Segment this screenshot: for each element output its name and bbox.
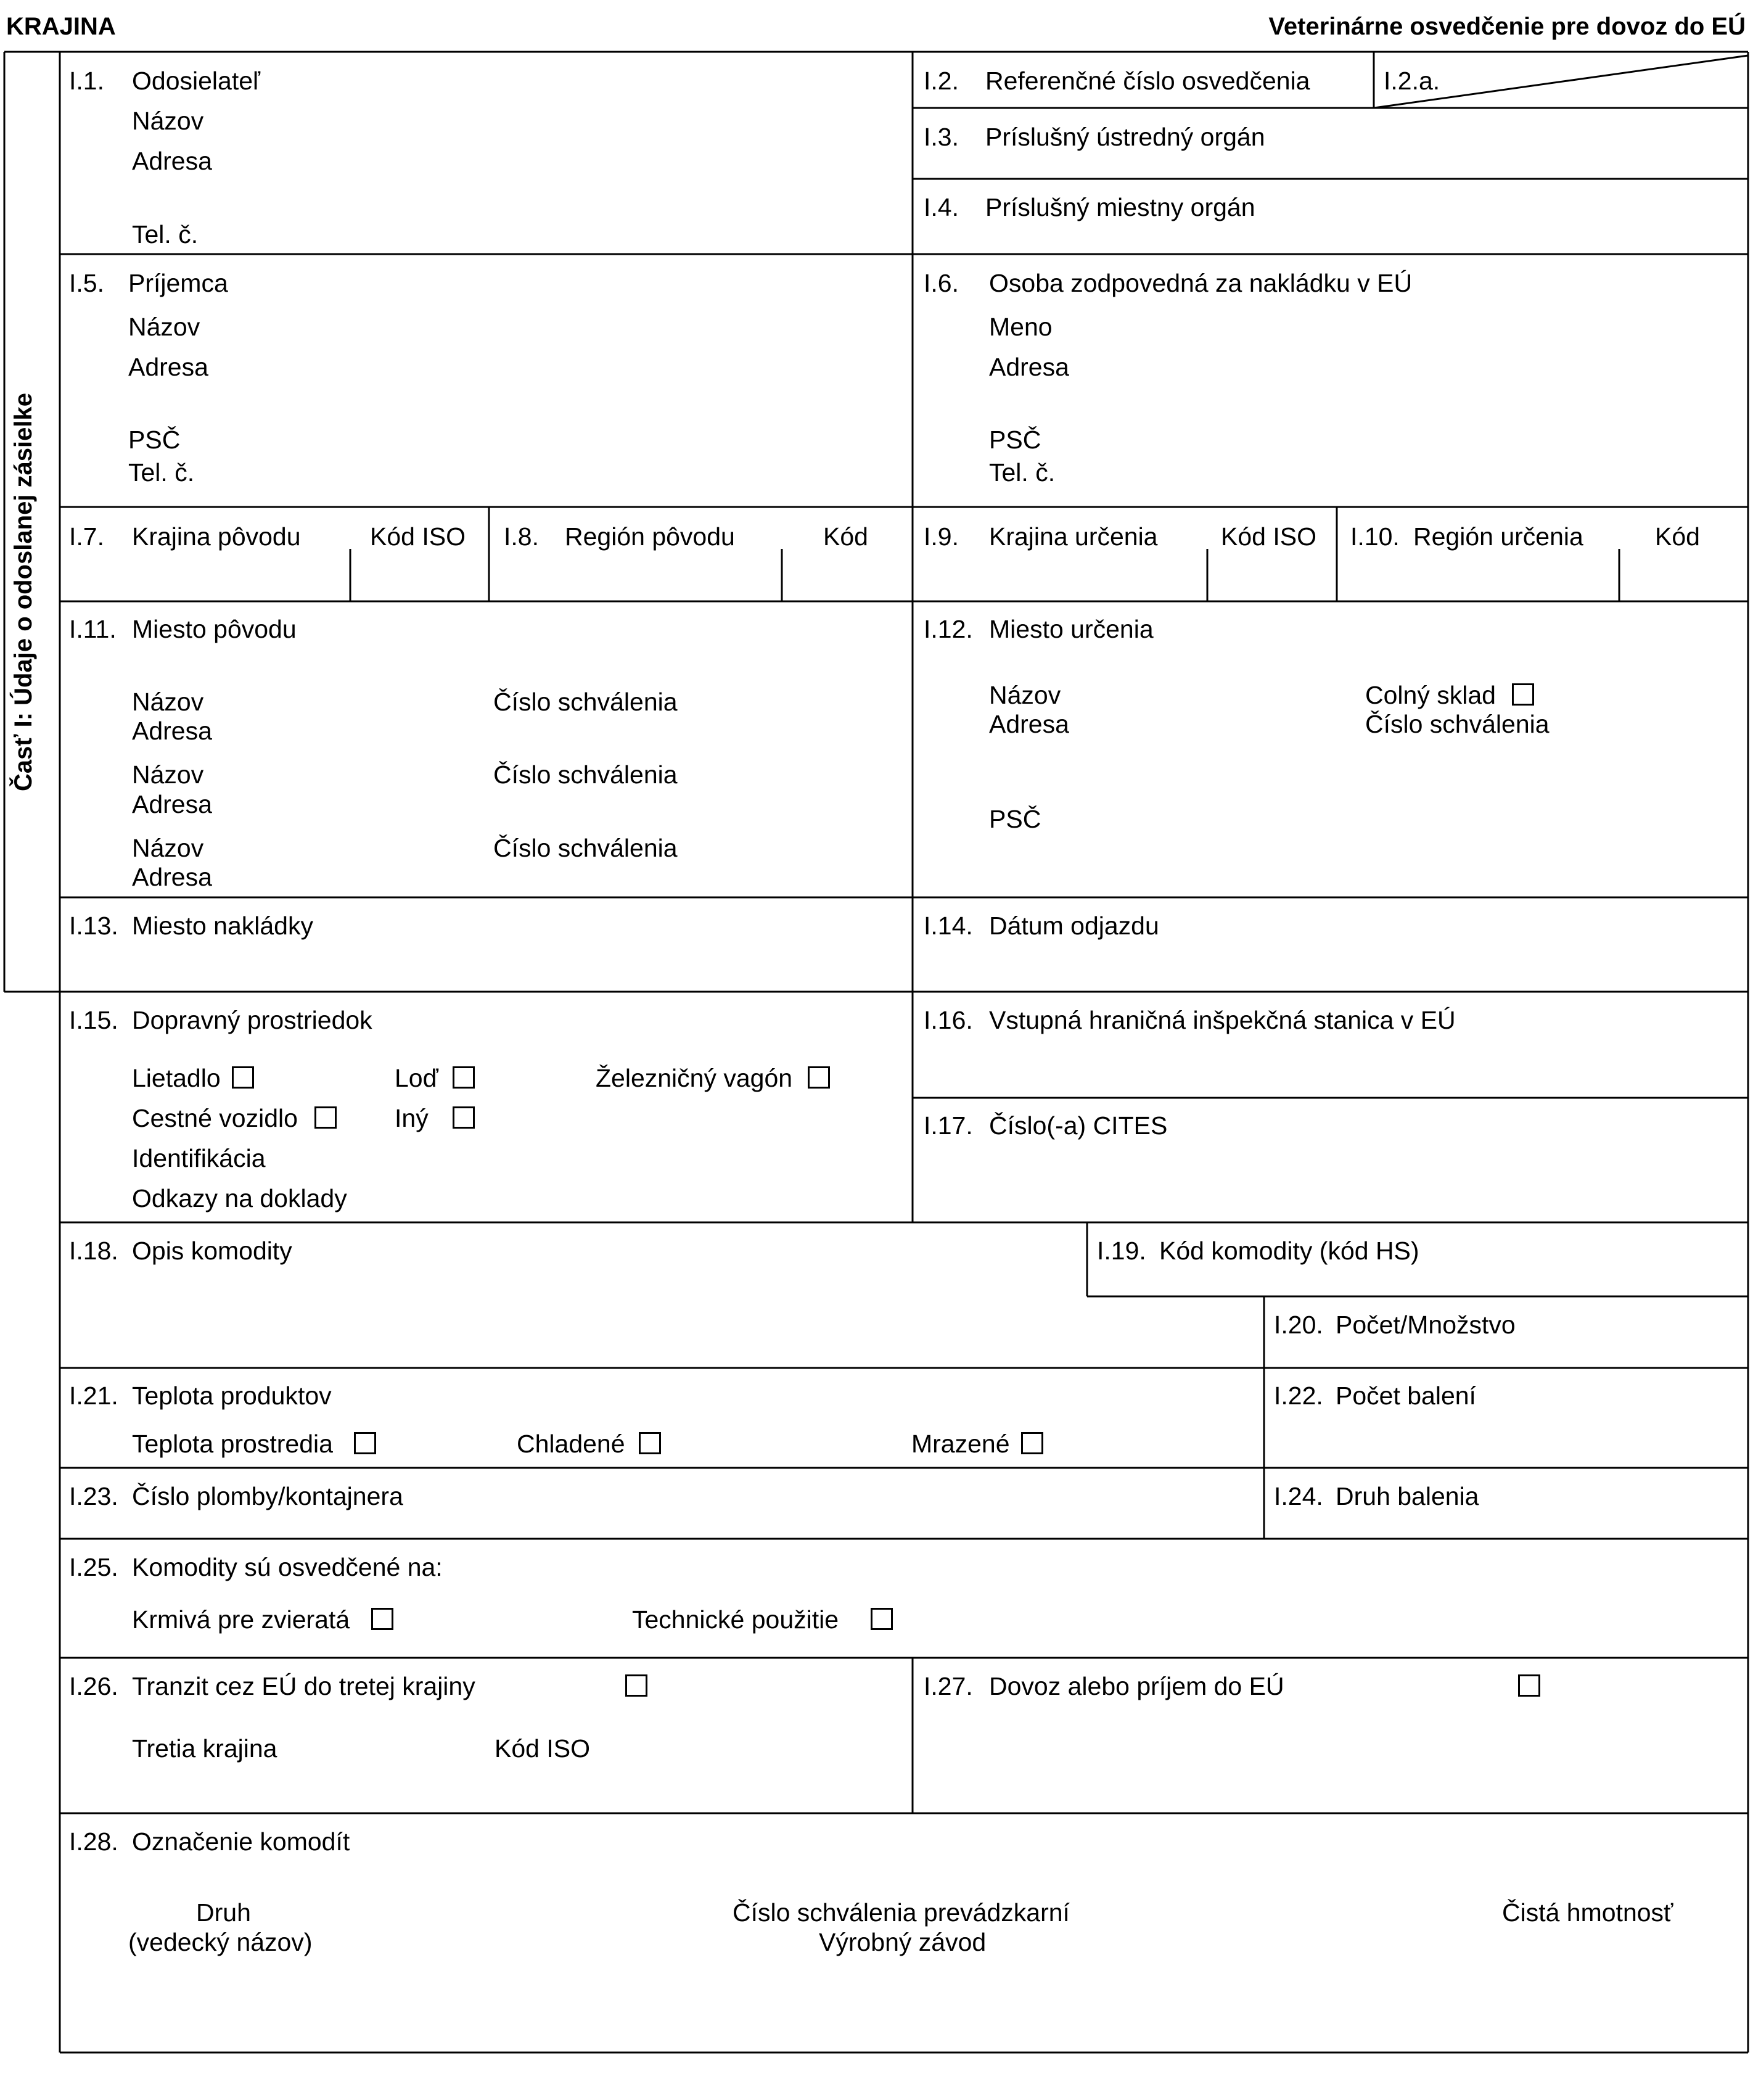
origin-country-label: Krajina pôvodu (132, 522, 301, 551)
field-number: I.5. (69, 269, 104, 297)
consignor-label: Odosielateľ (132, 67, 260, 95)
frozen-label: Mrazené (911, 1430, 1010, 1458)
consignee-tel-label: Tel. č. (128, 458, 195, 487)
field-number: I.12. (924, 615, 973, 643)
consignee-postcode-label: PSČ (128, 426, 181, 454)
field-number: I.21. (69, 1381, 118, 1410)
departure-date-label: Dátum odjazdu (989, 912, 1159, 940)
field-number: I.26. (69, 1672, 118, 1700)
field-number: I.13. (69, 912, 118, 940)
place-of-destination-label: Miesto určenia (989, 615, 1154, 643)
manufacturing-plant-label: Výrobný závod (819, 1928, 987, 1956)
field-number: I.7. (69, 522, 104, 551)
animal-feed-label: Krmivá pre zvieratá (132, 1605, 350, 1634)
establishment-approval-label: Číslo schválenia prevádzkarní (733, 1898, 1070, 1927)
loading-person-label: Osoba zodpovedná za nakládku v EÚ (989, 269, 1413, 297)
consignor-name-label: Názov (132, 107, 204, 135)
scientific-name-label: (vedecký názov) (128, 1928, 313, 1956)
consignee-address-label: Adresa (128, 353, 208, 381)
net-weight-label: Čistá hmotnosť (1502, 1898, 1673, 1927)
commodity-description-label: Opis komodity (132, 1237, 292, 1265)
import-admission-checkbox[interactable] (1518, 1674, 1540, 1697)
origin-name-label: Názov (132, 834, 204, 862)
origin-iso-code-label: Kód ISO (370, 522, 466, 551)
number-of-packages-label: Počet balení (1336, 1381, 1476, 1410)
third-country-label: Tretia krajina (132, 1734, 277, 1763)
place-of-origin-label: Miesto pôvodu (132, 615, 297, 643)
field-number-2a: I.2.a. (1384, 67, 1440, 95)
field-number: I.4. (924, 193, 959, 221)
destination-address-label: Adresa (989, 710, 1069, 738)
field-number: I.23. (69, 1482, 118, 1510)
third-country-iso-label: Kód ISO (495, 1734, 590, 1763)
import-admission-label: Dovoz alebo príjem do EÚ (989, 1672, 1284, 1700)
reference-number-label: Referenčné číslo osvedčenia (985, 67, 1310, 95)
identification-label: Identifikácia (132, 1144, 266, 1172)
destination-iso-code-label: Kód ISO (1221, 522, 1316, 551)
destination-country-label: Krajina určenia (989, 522, 1158, 551)
field-number: I.18. (69, 1237, 118, 1265)
aeroplane-checkbox[interactable] (232, 1066, 254, 1089)
origin-address-label: Adresa (132, 717, 212, 745)
consignee-name-label: Názov (128, 313, 200, 341)
ship-label: Loď (395, 1064, 438, 1092)
origin-approval-label: Číslo schválenia (493, 760, 678, 789)
railway-wagon-checkbox[interactable] (808, 1066, 830, 1089)
field-number: I.20. (1274, 1311, 1323, 1339)
field-number: I.28. (69, 1827, 118, 1856)
origin-region-label: Región pôvodu (565, 522, 735, 551)
origin-region-code-label: Kód (823, 522, 868, 551)
destination-postcode-label: PSČ (989, 805, 1041, 833)
field-number: I.8. (504, 522, 539, 551)
other-transport-checkbox[interactable] (453, 1106, 475, 1129)
transit-checkbox[interactable] (625, 1674, 647, 1697)
field-number: I.10. (1350, 522, 1400, 551)
animal-feed-checkbox[interactable] (371, 1608, 393, 1630)
loading-person-postcode-label: PSČ (989, 426, 1041, 454)
chilled-checkbox[interactable] (639, 1432, 661, 1454)
documentary-references-label: Odkazy na doklady (132, 1184, 347, 1213)
destination-approval-label: Číslo schválenia (1365, 710, 1550, 738)
transit-label: Tranzit cez EÚ do tretej krajiny (132, 1672, 475, 1700)
origin-address-label: Adresa (132, 863, 212, 891)
identification-of-commodities-label: Označenie komodít (132, 1827, 350, 1856)
aeroplane-label: Lietadlo (132, 1064, 221, 1092)
certificate-title: Veterinárne osvedčenie pre dovoz do EÚ (1268, 13, 1746, 40)
field-number: I.9. (924, 522, 959, 551)
product-temperature-label: Teplota produktov (132, 1381, 332, 1410)
field-number: I.14. (924, 912, 973, 940)
quantity-label: Počet/Množstvo (1336, 1311, 1516, 1339)
origin-address-label: Adresa (132, 790, 212, 818)
destination-region-label: Región určenia (1413, 522, 1583, 551)
customs-warehouse-checkbox[interactable] (1512, 683, 1534, 706)
certified-for-label: Komodity sú osvedčené na: (132, 1553, 443, 1581)
field-number: I.22. (1274, 1381, 1323, 1410)
field-number: I.11. (69, 615, 117, 643)
field-number: I.15. (69, 1006, 118, 1034)
ship-checkbox[interactable] (453, 1066, 475, 1089)
field-number: I.1. (69, 67, 104, 95)
consignee-label: Príjemca (128, 269, 228, 297)
type-of-packaging-label: Druh balenia (1336, 1482, 1479, 1510)
railway-wagon-label: Železničný vagón (596, 1064, 793, 1092)
customs-warehouse-label: Colný sklad (1365, 681, 1496, 709)
destination-name-label: Názov (989, 681, 1061, 709)
origin-approval-label: Číslo schválenia (493, 688, 678, 716)
commodity-code-label: Kód komodity (kód HS) (1159, 1237, 1419, 1265)
ambient-checkbox[interactable] (354, 1432, 376, 1454)
loading-person-tel-label: Tel. č. (989, 458, 1056, 487)
loading-person-name-label: Meno (989, 313, 1053, 341)
origin-name-label: Názov (132, 760, 204, 789)
ambient-label: Teplota prostredia (132, 1430, 333, 1458)
origin-approval-label: Číslo schválenia (493, 834, 678, 862)
consignor-address-label: Adresa (132, 147, 212, 175)
origin-name-label: Názov (132, 688, 204, 716)
other-transport-label: Iný (395, 1104, 429, 1132)
entry-bip-label: Vstupná hraničná inšpekčná stanica v EÚ (989, 1006, 1456, 1034)
country-header: KRAJINA (6, 13, 116, 40)
place-of-loading-label: Miesto nakládky (132, 912, 313, 940)
field-number: I.16. (924, 1006, 973, 1034)
road-vehicle-label: Cestné vozidlo (132, 1104, 298, 1132)
field-number: I.25. (69, 1553, 118, 1581)
seal-container-number-label: Číslo plomby/kontajnera (132, 1482, 403, 1510)
field-number: I.2. (924, 67, 959, 95)
field-number: I.3. (924, 123, 959, 151)
species-label: Druh (196, 1898, 251, 1927)
technical-use-label: Technické použitie (632, 1605, 839, 1634)
field-number: I.6. (924, 269, 959, 297)
technical-use-checkbox[interactable] (871, 1608, 893, 1630)
consignor-tel-label: Tel. č. (132, 220, 199, 249)
road-vehicle-checkbox[interactable] (314, 1106, 337, 1129)
field-number: I.19. (1097, 1237, 1146, 1265)
field-number: I.24. (1274, 1482, 1323, 1510)
central-authority-label: Príslušný ústredný orgán (985, 123, 1265, 151)
field-number: I.27. (924, 1672, 973, 1700)
field-number: I.17. (924, 1111, 973, 1140)
loading-person-address-label: Adresa (989, 353, 1069, 381)
cites-number-label: Číslo(-a) CITES (989, 1111, 1168, 1140)
frozen-checkbox[interactable] (1021, 1432, 1043, 1454)
chilled-label: Chladené (517, 1430, 625, 1458)
means-of-transport-label: Dopravný prostriedok (132, 1006, 372, 1034)
destination-region-code-label: Kód (1655, 522, 1700, 551)
local-authority-label: Príslušný miestny orgán (985, 193, 1255, 221)
